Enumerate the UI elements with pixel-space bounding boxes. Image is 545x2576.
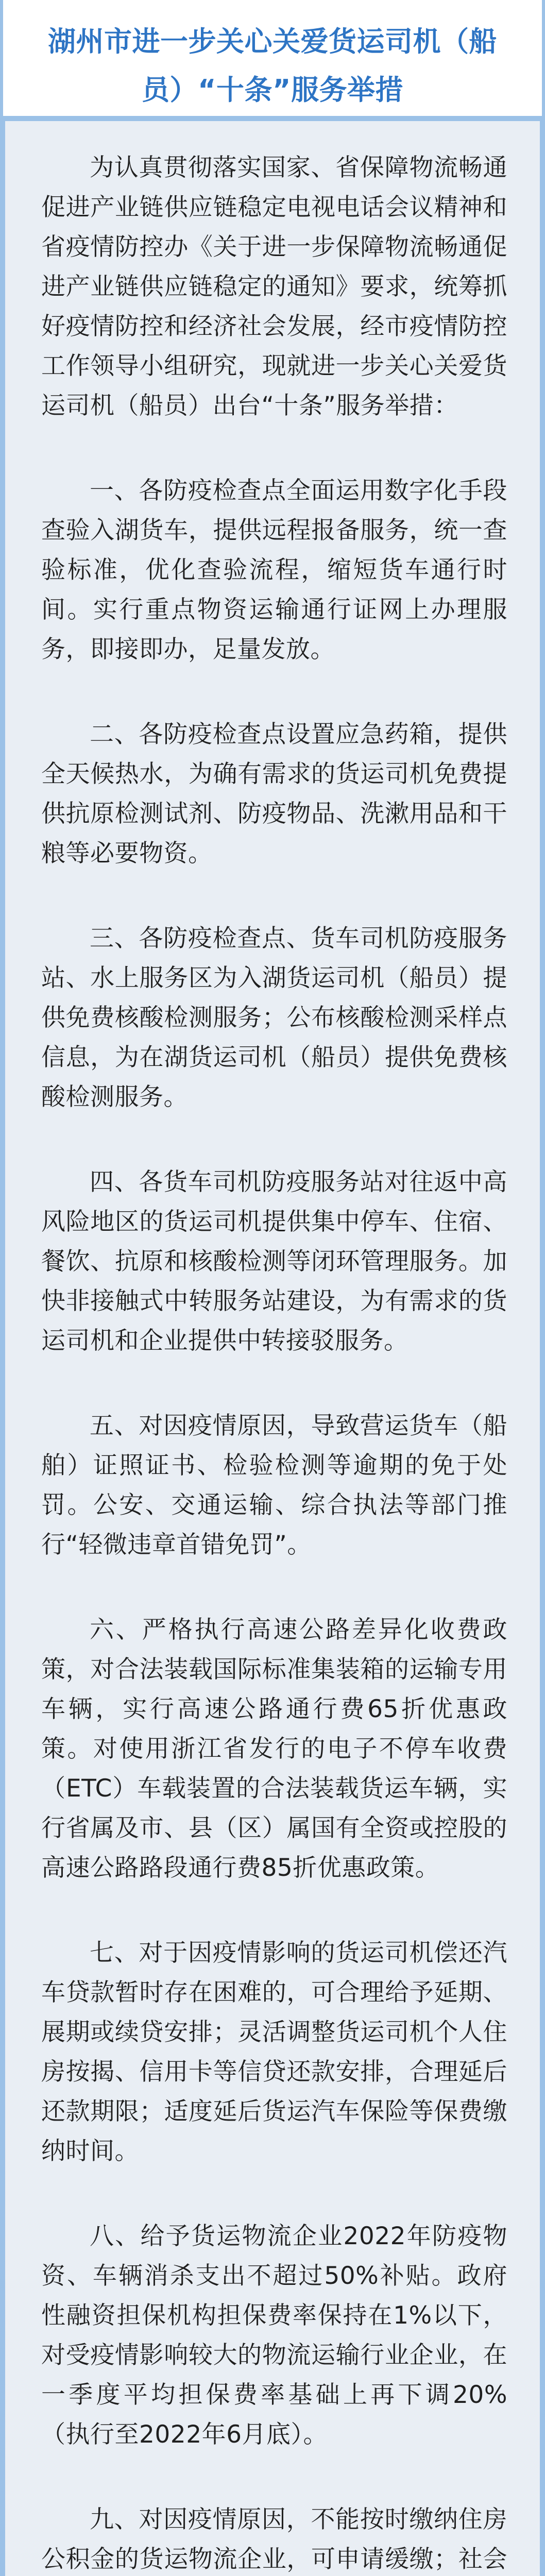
measure-4-paragraph: 四、各货车司机防疫服务站对往返中高风险地区的货运司机提供集中停车、住宿、餐饮、抗原和核酸检测等闭环管理服务。加快非接触式中转服务站建设，为有需求的货运司机和企业提供中转接驳服务。 [41,1168,507,1355]
article-title: 湖州市进一步关心关爱货运司机（船员）“十条”服务举措 [48,25,497,106]
measure-1-paragraph: 一、各防疫检查点全面运用数字化手段查验入湖货车，提供远程报备服务，统一查验标准，优化查验流程，缩短货车通行时间。实行重点物资运输通行证网上办理服务，即接即办，足量发放。 [41,477,507,664]
measure-8-paragraph: 八、给予货运物流企业2022年防疫物资、车辆消杀支出不超过50%补贴。政府性融资担保机构担保费率保持在1%以下，对受疫情影响较大的物流运输行业企业，在一季度平均担保费率基础上再下调20%（执行至2022年6月底）。 [41,2222,507,2449]
intro-paragraph: 为认真贯彻落实国家、省保障物流畅通促进产业链供应链稳定电视电话会议精神和省疫情防控办《关于进一步保障物流畅通促进产业链供应链稳定的通知》要求，统筹抓好疫情防控和经济社会发展，经市疫情防控工作领导小组研究，现就进一步关心关爱货运司机（船员）出台“十条”服务举措： [41,154,507,420]
article-body [0,121,545,2576]
article-header [0,0,545,121]
measure-5-paragraph: 五、对因疫情原因，导致营运货车（船舶）证照证书、检验检测等逾期的免于处罚。公安、交通运输、综合执法等部门推行“轻微违章首错免罚”。 [41,1412,507,1559]
measure-3-paragraph: 三、各防疫检查点、货车司机防疫服务站、水上服务区为入湖货运司机（船员）提供免费核酸检测服务；公布核酸检测采样点信息，为在湖货运司机（船员）提供免费核酸检测服务。 [41,924,507,1111]
measure-7-paragraph: 七、对于因疫情影响的货运司机偿还汽车贷款暂时存在困难的，可合理给予延期、展期或续贷安排；灵活调整货运司机个人住房按揭、信用卡等信贷还款安排，合理延后还款期限；适度延后货运汽车保险等保费缴纳时间。 [41,1939,507,2165]
measure-9-paragraph: 九、对因疫情原因，不能按时缴纳住房公积金的货运物流企业，可申请缓缴；社会 [41,2505,507,2573]
measure-6-paragraph: 六、严格执行高速公路差异化收费政策，对合法装载国际标准集装箱的运输专用车辆，实行高速公路通行费65折优惠政策。对使用浙江省发行的电子不停车收费（ETC）车载装置的合法装载货运车辆，实行省属及市、县（区）属国有全资或控股的高速公路路段通行费85折优惠政策。 [41,1616,507,1882]
measure-2-paragraph: 二、各防疫检查点设置应急药箱，提供全天候热水，为确有需求的货运司机免费提供抗原检测试剂、防疫物品、洗漱用品和干粮等必要物资。 [41,720,507,868]
